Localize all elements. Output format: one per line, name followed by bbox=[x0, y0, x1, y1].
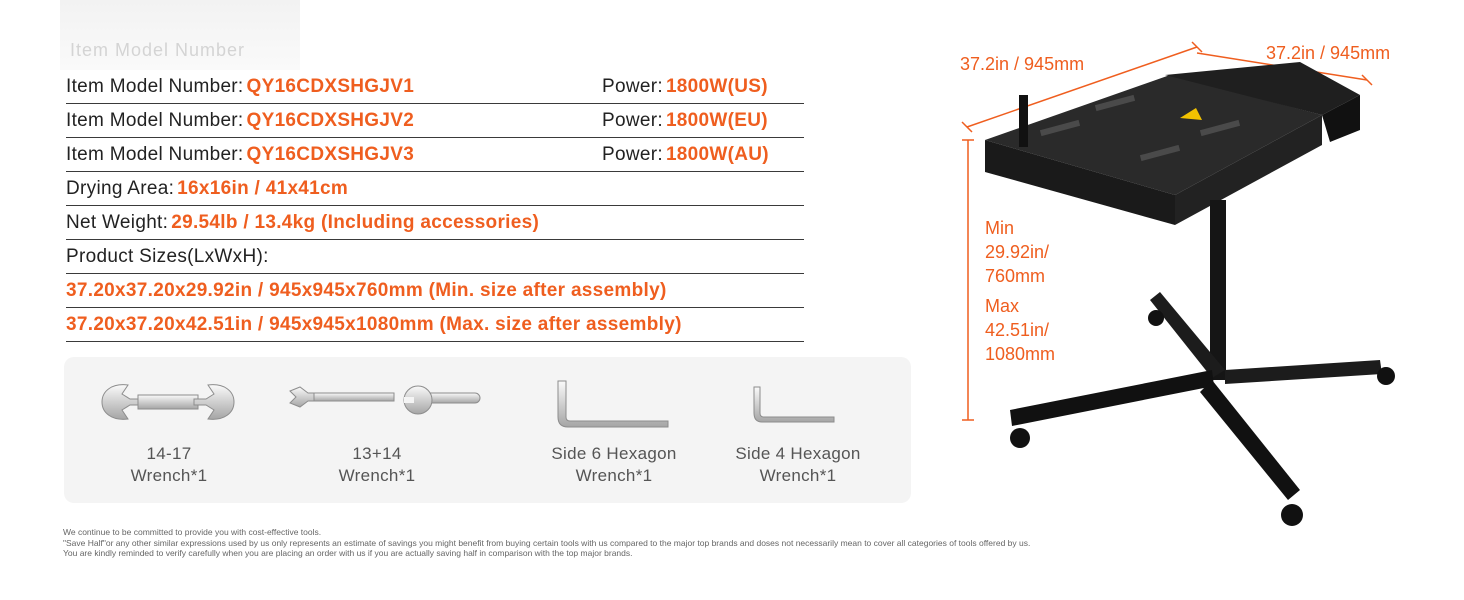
spec-row-size-max bbox=[66, 308, 804, 342]
width-left-label: 37.2in / 945mm bbox=[960, 54, 1085, 74]
faded-header-text: Item Model Number bbox=[70, 40, 246, 60]
heater-head bbox=[985, 62, 1360, 225]
spec-value: 37.20x37.20x42.51in / 945x945x1080mm (Max. size after assembly) bbox=[66, 314, 682, 335]
accessories-panel bbox=[64, 357, 911, 503]
spec-value: 37.20x37.20x29.92in / 945x945x760mm (Min. size after assembly) bbox=[66, 280, 667, 301]
faded-header-strip bbox=[60, 0, 300, 70]
flash-dryer-illustration bbox=[930, 40, 1410, 540]
spec-row-drying-area bbox=[66, 172, 804, 206]
tool-caption-hex-6 bbox=[534, 443, 694, 487]
tool-caption-14-17 bbox=[104, 443, 234, 487]
height-min-label bbox=[985, 216, 1049, 288]
spec-label: Drying Area: bbox=[66, 178, 175, 199]
combination-wrench-icon bbox=[286, 383, 486, 417]
spec-row-model-3 bbox=[66, 138, 804, 172]
spec-value: QY16CDXSHGJV2 bbox=[246, 110, 415, 131]
spec-label: Item Model Number: bbox=[66, 76, 244, 97]
power-value: 1800W(EU) bbox=[665, 110, 768, 131]
min-inches: 29.92in/ bbox=[985, 242, 1050, 262]
spec-row-model-2 bbox=[66, 104, 804, 138]
double-open-wrench-icon bbox=[98, 377, 238, 427]
spec-row-model-1 bbox=[66, 70, 804, 104]
spec-row-net-weight bbox=[66, 206, 804, 240]
spec-table bbox=[66, 70, 804, 342]
spec-label: Item Model Number: bbox=[66, 110, 244, 131]
spec-value: 29.54lb / 13.4kg (Including accessories) bbox=[171, 212, 540, 233]
tool-qty: Wrench*1 bbox=[338, 466, 416, 485]
max-label: Max bbox=[985, 296, 1020, 316]
spec-label: Product Sizes(LxWxH): bbox=[66, 246, 269, 267]
spec-value: 16x16in / 41x41cm bbox=[177, 178, 349, 199]
max-inches: 42.51in/ bbox=[985, 320, 1050, 340]
max-mm: 1080mm bbox=[985, 344, 1056, 364]
spec-label: Item Model Number: bbox=[66, 144, 244, 165]
tool-name: 13+14 bbox=[352, 444, 402, 463]
hex-key-small-icon bbox=[750, 385, 840, 425]
power-label: Power: bbox=[602, 110, 663, 131]
power-value: 1800W(US) bbox=[665, 76, 768, 97]
disclaimer-line: We continue to be committed to provide you with cost-effective tools. bbox=[63, 527, 322, 537]
power-label: Power: bbox=[602, 144, 663, 165]
power-label: Power: bbox=[602, 76, 663, 97]
spec-label: Net Weight: bbox=[66, 212, 169, 233]
width-right-label: 37.2in / 945mm bbox=[1266, 43, 1391, 63]
min-mm: 760mm bbox=[985, 266, 1046, 286]
tool-name: Side 6 Hexagon bbox=[551, 444, 677, 463]
stand bbox=[1010, 200, 1395, 526]
tool-name: Side 4 Hexagon bbox=[735, 444, 861, 463]
min-label: Min bbox=[985, 218, 1015, 238]
tool-qty: Wrench*1 bbox=[575, 466, 653, 485]
tool-caption-hex-4 bbox=[718, 443, 878, 487]
power-value: 1800W(AU) bbox=[665, 144, 769, 165]
spec-row-product-sizes bbox=[66, 240, 804, 274]
spec-value: QY16CDXSHGJV3 bbox=[246, 144, 415, 165]
tool-caption-13-14 bbox=[312, 443, 442, 487]
hex-key-icon bbox=[552, 377, 672, 429]
disclaimer-line: You are kindly reminded to verify carefully when you are placing an order with us if you are actually saving half in comparison with the top major brands. bbox=[63, 548, 633, 558]
tool-name: 14-17 bbox=[146, 444, 192, 463]
spec-row-size-min bbox=[66, 274, 804, 308]
height-max-label bbox=[985, 294, 1055, 366]
disclaimer-line: "Save Half"or any other similar expressions used by us only represents an estimate of savings you might benefit from buying certain tools with us compared to the major top brands and doses not necessarily mean to cover all categories of tools offered by us. bbox=[63, 537, 1031, 548]
spec-value: QY16CDXSHGJV1 bbox=[246, 76, 415, 97]
disclaimer bbox=[63, 527, 1030, 559]
tool-qty: Wrench*1 bbox=[759, 466, 837, 485]
tool-qty: Wrench*1 bbox=[130, 466, 208, 485]
